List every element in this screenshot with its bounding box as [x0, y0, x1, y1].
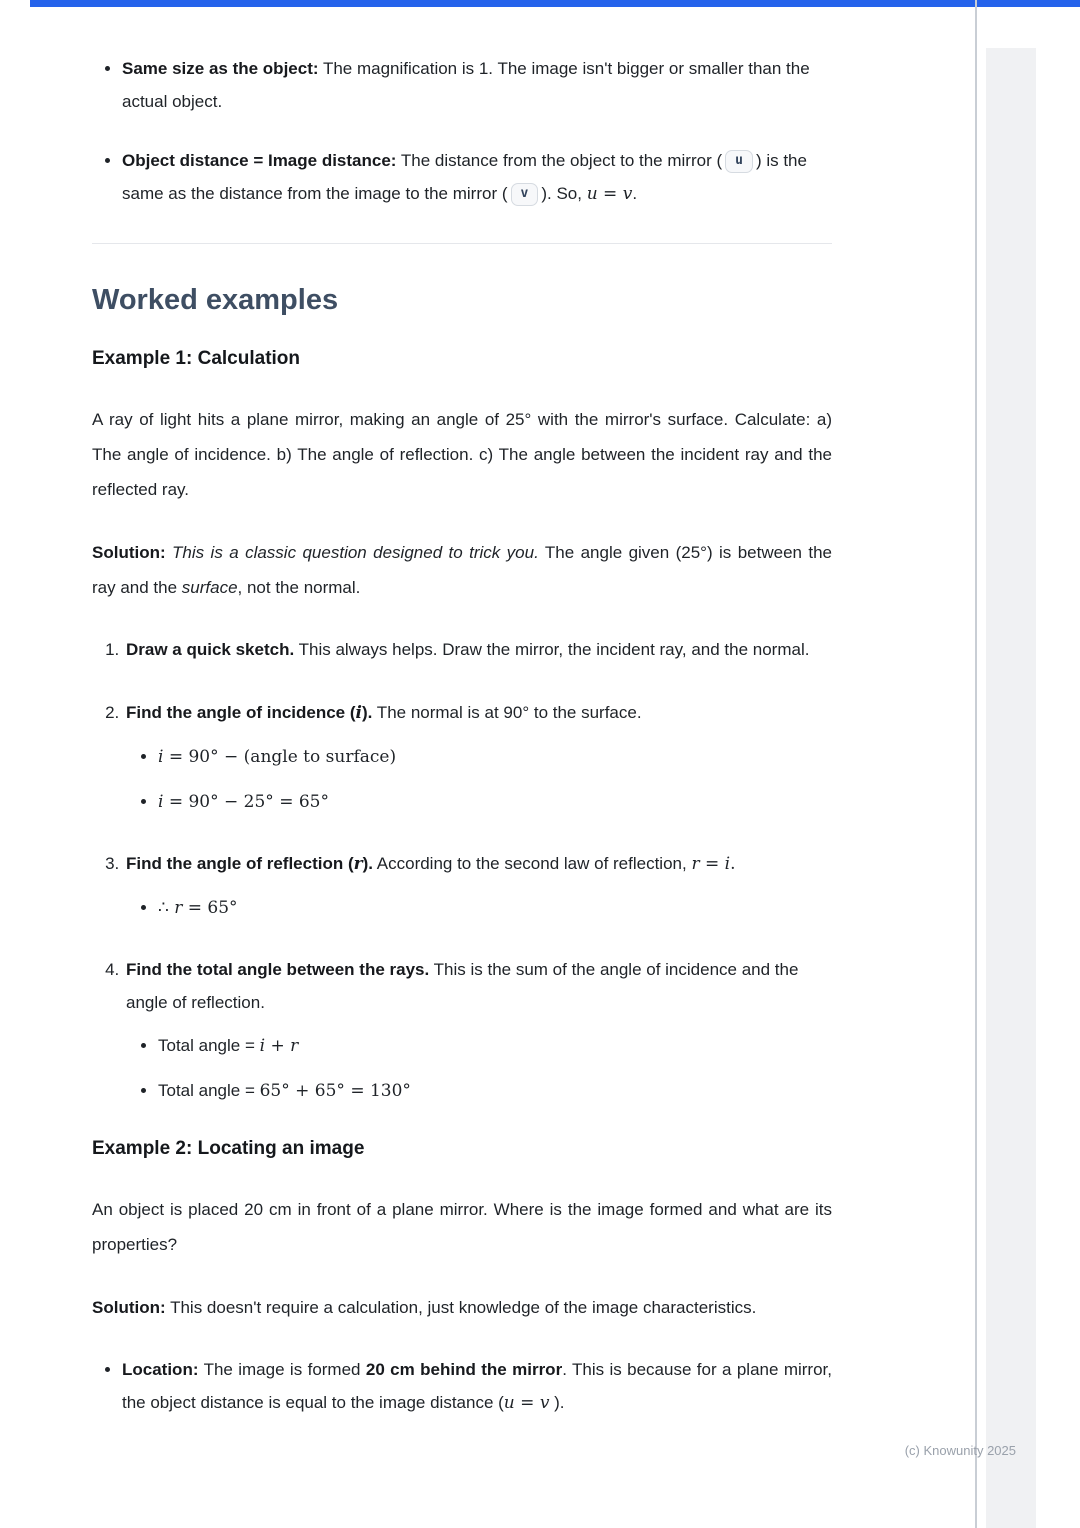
step-item-3: [124, 847, 832, 923]
step-label: [126, 703, 372, 722]
math-var-r: r: [290, 1036, 299, 1056]
example1-solution: [92, 535, 832, 605]
math-var-i: i: [724, 854, 731, 874]
math-text: = 65°: [182, 898, 238, 918]
math-expression: [504, 1393, 550, 1413]
math-text: = 90° − 25° = 65°: [163, 792, 329, 812]
math-var-r: r: [353, 854, 363, 874]
example1-title: Example 1: Calculation: [92, 348, 301, 369]
math-var-u: u: [586, 184, 598, 204]
bold-segment: ).: [362, 703, 373, 722]
text-segment: The image is formed: [198, 1360, 366, 1379]
math-operator: =: [699, 854, 725, 874]
math-expression: 65° + 65° = 130°: [259, 1081, 411, 1101]
sub-item: [158, 1076, 832, 1106]
math-operator: +: [265, 1036, 291, 1056]
math-expression: [691, 854, 735, 874]
solution-label: Solution:: [92, 543, 166, 562]
example2-properties-list: [92, 1353, 832, 1420]
math-var-i: i: [158, 792, 164, 812]
example2-title: Example 2: Locating an image: [92, 1138, 365, 1159]
bold-segment: 20 cm behind the mirror: [365, 1360, 563, 1379]
term-label: Object distance = Image distance:: [122, 151, 397, 170]
italic-text: surface: [181, 578, 238, 597]
math-expression: [158, 747, 396, 767]
list-item-location: [122, 1353, 832, 1420]
math-text: = 90° − (angle to surface): [163, 747, 397, 767]
list-item-same-size: [122, 52, 832, 118]
math-var-v: v: [539, 1393, 550, 1413]
text-segment: ).: [549, 1393, 565, 1412]
text-segment: The angle given (25°) is between the ray and the: [92, 543, 832, 597]
text-segment: .: [632, 184, 638, 203]
document-content: [92, 44, 832, 1446]
copyright-notice: (c) Knowunity 2025: [904, 1443, 1016, 1458]
text-segment: , not the normal.: [237, 578, 361, 597]
text-segment: ).: [541, 184, 557, 203]
text-segment: ) is the same as the distance from the image to the mirror (: [122, 151, 807, 203]
math-var-u: u: [503, 1393, 515, 1413]
example2-intro: An object is placed 20 cm in front of a plane mirror. Where is the image formed and what are its properties?: [92, 1200, 832, 1254]
top-accent-bar: [30, 0, 1080, 7]
term-label: Location:: [122, 1360, 199, 1379]
page-edge-divider: [975, 0, 977, 1528]
math-expression: [587, 184, 633, 204]
math-text: .: [730, 854, 736, 874]
text-segment: This is the sum of the angle of incidence and the angle of reflection.: [126, 960, 799, 1012]
term-label: Same size as the object:: [122, 59, 319, 78]
math-var-r: r: [691, 854, 700, 874]
example1-intro: A ray of light hits a plane mirror, making an angle of 25° with the mirror's surface. Calculate: a) The angle of incidence. b) The angle of reflection. c) The angle between the incident ray and the reflected ray.: [92, 410, 832, 499]
example1-steps-list: [92, 633, 832, 1106]
step-label: Find the total angle between the rays.: [126, 960, 430, 979]
page-section-title: Worked examples: [92, 284, 339, 316]
bold-segment: Find the angle of incidence (: [126, 703, 356, 722]
image-properties-list: [92, 52, 832, 211]
step-label: [126, 854, 373, 873]
code-chip-u: u: [725, 150, 753, 173]
text-segment: The normal is at 90° to the surface.: [372, 703, 642, 722]
section-divider: [92, 243, 832, 244]
step-item-2: [124, 696, 832, 817]
example2-solution: [92, 1290, 832, 1325]
math-expression: [158, 898, 238, 918]
bold-segment: ).: [362, 854, 373, 873]
math-var-r: r: [174, 898, 183, 918]
step-item-4: [124, 953, 832, 1106]
italic-text: This is a classic question designed to trick you.: [165, 543, 539, 562]
step4-sub-list: [126, 1031, 832, 1106]
sub-item: [158, 1031, 832, 1061]
scrollbar-track[interactable]: [986, 48, 1036, 1528]
math-expression: [158, 792, 329, 812]
bold-segment: Find the angle of reflection (: [126, 854, 354, 873]
step2-sub-list: [126, 742, 832, 817]
therefore-symbol: ∴: [158, 898, 175, 918]
math-operator: =: [597, 184, 623, 204]
sub-item: [158, 742, 832, 772]
text-segment: This always helps. Draw the mirror, the incident ray, and the normal.: [294, 640, 810, 659]
math-operator: =: [514, 1393, 540, 1413]
sub-item: [158, 787, 832, 817]
step-item-1: [124, 633, 832, 666]
text-segment: Total angle =: [158, 1081, 260, 1100]
code-chip-v: v: [511, 183, 539, 206]
sub-item: [158, 893, 832, 923]
list-item-object-distance: [122, 144, 832, 211]
math-var-i: i: [259, 1036, 266, 1056]
step-label: Draw a quick sketch.: [126, 640, 295, 659]
text-segment: . This is because for a plane mirror, the object distance is equal to the image distance (: [122, 1360, 832, 1412]
text-segment: According to the second law of reflection,: [372, 854, 692, 873]
text-segment: This doesn't require a calculation, just knowledge of the image characteristics.: [165, 1298, 757, 1317]
text-segment: The distance from the object to the mirror (: [396, 151, 723, 170]
text-segment: Total angle =: [158, 1036, 260, 1055]
math-expression: [260, 1036, 299, 1056]
math-var-v: v: [622, 184, 633, 204]
text-segment: The magnification is 1. The image isn't bigger or smaller than the actual object.: [122, 59, 810, 111]
text-segment: So,: [556, 184, 587, 203]
math-var-i: i: [158, 747, 164, 767]
step3-sub-list: [126, 893, 832, 923]
math-var-i: i: [355, 703, 362, 723]
solution-label: Solution:: [92, 1298, 166, 1317]
